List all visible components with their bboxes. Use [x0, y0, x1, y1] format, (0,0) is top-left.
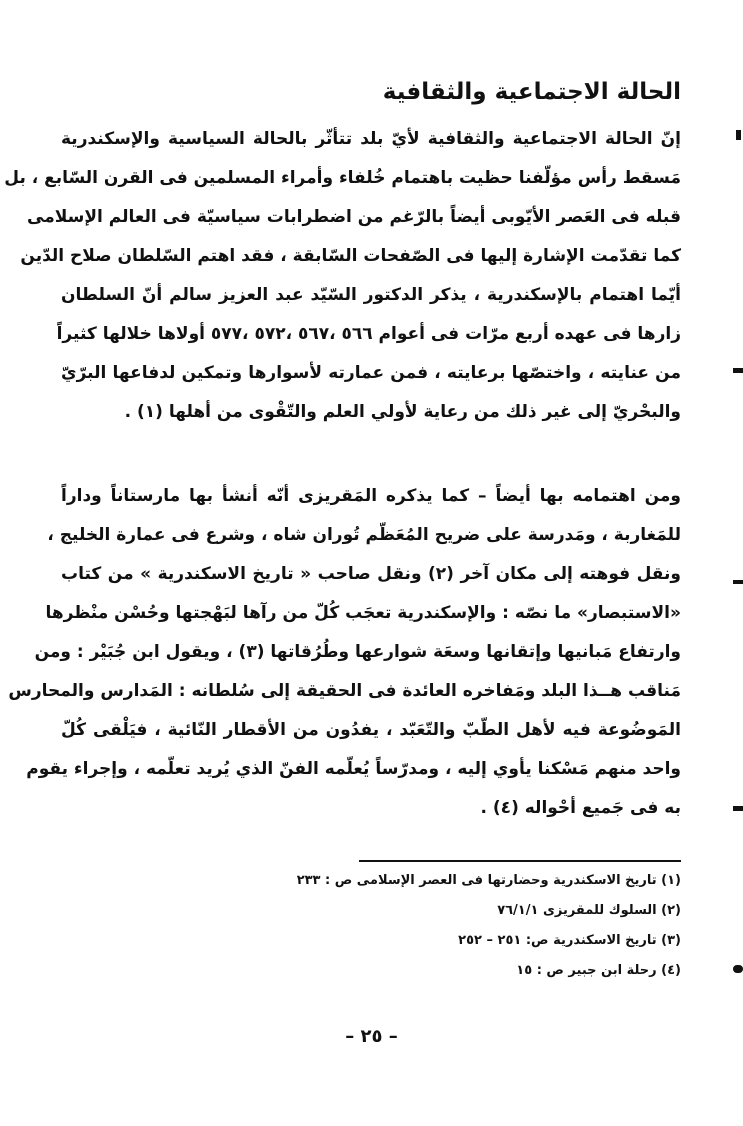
scan-edge-mark: [733, 806, 743, 811]
text-line: ونقل فوهته إلى مكان آخر (٢) ونقل صاحب « تاريخ الاسكندرية » من كتاب: [61, 564, 681, 584]
text-line: من عنايته ، واختصّها برعايته ، فمن عمارته لأسوارها وتمكين لدفاعها البرّيّ: [61, 363, 681, 383]
text-line: أيّما اهتمام بالإسكندرية ، يذكر الدكتور السّيّد عبد العزيز سالم أنّ السلطان: [61, 285, 681, 305]
footnote-3: (٣) تاريخ الاسكندرية ص: ٢٥١ – ٢٥٢: [458, 933, 681, 948]
text-line: كما تقدّمت الإشارة إليها فى الصّفحات السّابقة ، فقد اهتم السّلطان صلاح الدّين: [20, 246, 681, 266]
scan-edge-mark: [736, 130, 741, 140]
scan-edge-mark: [733, 965, 743, 973]
text-line: المَوضُوعة فيه لأهل الطّبّ والتّعَبّد ، يفدُون من الأقطار النّائية ، فيَلْقى كُلّ: [61, 720, 681, 740]
footnote-4: (٤) رحلة ابن جبير ص : ١٥: [516, 963, 681, 978]
section-heading: الحالة الاجتماعية والثقافية: [382, 79, 681, 105]
text-line: للمَغاربة ، ومَدرسة على ضريح المُعَظّم تُوران شاه ، وشرع فى عمارة الخليج ،: [47, 525, 681, 545]
text-line: به فى جَميع أحْواله (٤) .: [480, 798, 681, 818]
footnote-2: (٢) السلوك للمقريزى ٧٦/١/١: [497, 903, 681, 918]
page-number: – ٢٥ –: [345, 1026, 398, 1047]
footnote-1: (١) تاريخ الاسكندرية وحضارتها فى العصر الإسلامى ص : ٢٣٣: [296, 873, 681, 888]
scan-edge-mark: [733, 368, 743, 373]
text-line: مَسقط رأس مؤلّفنا حظيت باهتمام خُلفاء وأمراء المسلمين فى القرن السّابع ، بل: [4, 168, 681, 188]
text-line: مَناقب هــذا البلد ومَفاخره العائدة فى الحقيقة إلى سُلطانه : المَدارس والمحارس: [8, 681, 681, 701]
text-line: قبله فى العَصر الأيّوبى أيضاً بالرّغم من اضطرابات سياسيّة فى العالم الإسلامى: [27, 207, 681, 227]
text-line: والبحْريّ إلى غير ذلك من رعاية لأولي العلم والتّقْوى من أهلها (١) .: [124, 402, 681, 422]
paragraph-2: [8, 477, 681, 828]
scan-edge-mark: [733, 580, 743, 584]
text-line: زارها فى عهده أربع مرّات فى أعوام ٥٦٦ ،٥٦٧ ،٥٧٢ ،٥٧٧ أولاها خلالها كثيراً: [56, 324, 681, 344]
footnotes: [61, 866, 681, 986]
text-line: «الاستبصار» ما نصّه : والإسكندرية تعجَب كُلّ من رآها لبَهْجتها وحُسْن منْظرها: [45, 603, 681, 623]
footnote-divider: [359, 860, 681, 862]
text-line: إنّ الحالة الاجتماعية والثقافية لأيّ بلد تتأثّر بالحالة السياسية والإسكندرية: [61, 129, 681, 149]
text-line: واحد منهم مَسْكنا يأوي إليه ، ومدرّساً يُعلّمه الفنّ الذي يُريد تعلّمه ، وإجراء يقوم: [26, 759, 681, 779]
paragraph-1: [4, 120, 681, 432]
text-line: ومن اهتمامه بها أيضاً – كما يذكره المَقريزى أنّه أنشأ بها مارستاناً وداراً: [61, 486, 681, 506]
text-line: وارتفاع مَبانيها وإتقانها وسعَة شوارعها وطُرُقاتها (٣) ، ويقول ابن جُبَيْر : ومن: [34, 642, 681, 662]
